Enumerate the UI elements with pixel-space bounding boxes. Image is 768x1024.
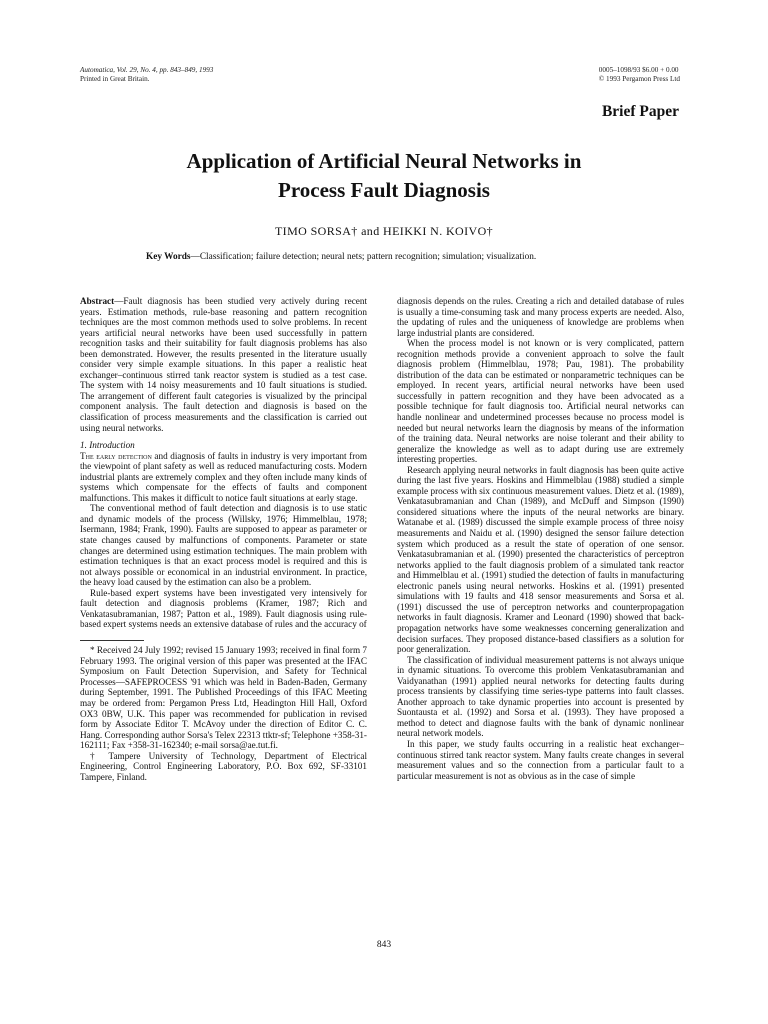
keywords <box>146 252 616 263</box>
right-paragraph-4: The classification of individual measurement patterns is not always unique in dynamic situations. To overcome this problem Venkatasubramanian and Vaidyanathan (1991) applied neural networks for detecting faults during process transients by classifying time series-type patterns into fault classes. Another approach to take dynamic properties into account is presented by Suontausta et al. (1992) and Sorsa et al. (1993). They have proposed a method to detect and diagnose faults with the bank of dynamic nonlinear neural network models. <box>397 654 684 739</box>
intro-lead: The early detection <box>80 450 152 461</box>
right-paragraph-3: Research applying neural networks in fault diagnosis has been quite active during the last five years. Hoskins and Himmelblau (1988) studied a simple example process with six continuous measurement values. Dietz et al. (1989), Venkatasubramanian and Chan (1989), and McDuff and Simpson (1990) considered situations where the inputs of the neural networks are binary. Watanabe et al. (1989) discussed the simple example process of three noisy measurements and Naidu et al. (1990) designed the sensor failure detection system which produced as a result the state of operation of one sensor. Venkatasubramanian et al. (1990) presented the characteristics of perceptron networks applied to the fault diagnosis problem of a simulated tank reactor and Himmelblau et al. (1991) studied the detection of faults in manufacturing electronic panels using neural networks. Hoskins et al. (1991) presented simulations with 19 faults and 418 sensor measurements and Sorsa et al. (1991) discussed the use of perceptron networks and counterpropagation networks in fault diagnosis. Kramer and Leonard (1990) showed that back-propagation networks have some weaknesses concerning generalization and decision surfaces. They proposed distance-based classifiers as a solution for poor generalization. <box>397 464 684 655</box>
right-paragraph-2: When the process model is not known or is very complicated, pattern recognition methods provide a convenient approach to solve the fault diagnosis problem (Himmelblau, 1978; Pau, 1981). The probability distribution of the data can be estimated or nonparametric techniques can be employed. In recent years, artificial neural networks have been used successfully in pattern recognition and they have been advocated as a possible technique for fault diagnosis too. Artificial neural networks can handle nonlinear and undetermined processes because no process model is needed but neural networks learn the diagnosis by means of the information of the training data. Neural networks are noise tolerant and their ability to generalize the knowledge as well as to adapt during use are extremely interesting properties. <box>397 338 684 465</box>
journal-citation <box>80 66 213 84</box>
price-line: 0005–1098/93 $6.00 + 0.00 <box>598 66 679 74</box>
abstract <box>80 296 367 433</box>
intro-paragraph-1 <box>80 451 367 504</box>
title-line-2: Process Fault Diagnosis <box>278 178 490 202</box>
keywords-text: —Classification; failure detection; neural nets; pattern recognition; simulation; visualization. <box>190 252 537 262</box>
copyright-line: © 1993 Pergamon Press Ltd <box>598 75 680 83</box>
footnote-divider <box>80 640 144 641</box>
abstract-text: —Fault diagnosis has been studied very actively during recent years. Estimation methods, rule-base reasoning and pattern recognition techniques are the most common methods used to solve problems. In recent years artificial neural networks have been used successfully in pattern recognition tasks and their suitability for fault diagnosis problems has also been demonstrated. However, the results presented in the literature usually consider very simple example situations. In this paper a realistic heat exchanger–continuous stirred tank reactor system is studied as a test case. The system with 14 noisy measurements and 10 fault situations is studied. The arrangement of different fault categories is visualized by the principal component analysis. The fault detection and diagnosis is based on the classification of process measurements and the classification is carried out using neural networks. <box>80 296 367 433</box>
page-number: 843 <box>376 940 392 950</box>
section-label: Brief Paper <box>601 103 679 120</box>
right-column <box>397 296 684 781</box>
left-column <box>80 296 367 783</box>
right-paragraph-1: diagnosis depends on the rules. Creating a rich and detailed database of rules is usually a time-consuming task and many process experts are needed. Also, the updating of rules and the uniqueness of knowledge are problems when large industrial plants are considered. <box>397 296 684 338</box>
journal-line: Automatica, Vol. 29, No. 4, pp. 843–849, 1993 <box>80 66 214 74</box>
intro-paragraph-2: The conventional method of fault detection and diagnosis is to use static and dynamic models of the process (Willsky, 1976; Himmelblau, 1978; Isermann, 1984; Frank, 1990). Faults are supposed to appear as parameter or state changes caused by malfunctions of components. Parameter or state changes are determined using estimation techniques. The main problem with estimation techniques is that an exact process model is required and this is not always possible or economical in an industrial environment. In practice, the heavy load caused by the estimation can also be a problem. <box>80 503 367 588</box>
intro-heading: 1. Introduction <box>80 440 135 451</box>
keywords-label: Key Words <box>146 252 191 262</box>
title-line-1: Application of Artificial Neural Networks in <box>186 149 582 173</box>
footnote-received: * Received 24 July 1992; revised 15 January 1993; received in final form 7 February 1993. The original version of this paper was presented at the IFAC Symposium on Fault Detection Supervision, and Safety for Technical Processes—SAFEPROCESS '91 which was held in Baden-Baden, Germany during September, 1991. The Published Proceedings of this IFAC Meeting may be ordered from: Pergamon Press Ltd, Headington Hill Hall, Oxford OX3 0BW, U.K. This paper was recommended for publication in revised form by Associate Editor T. McAvoy under the direction of Editor C. C. Hang. Corresponding author Sorsa's Telex 22313 ttktr-sf; Telephone +358-31-162111; Fax +358-31-162340; e-mail sorsa@ae.tut.fi. <box>80 644 367 751</box>
paper-title <box>60 147 708 205</box>
abstract-label: Abstract <box>80 296 115 306</box>
footnote-affiliation: † Tampere University of Technology, Department of Electrical Engineering, Control Engineering Laboratory, P.O. Box 692, SF-33101 Tampere, Finland. <box>80 750 367 783</box>
intro-paragraph-3: Rule-based expert systems have been investigated very intensively for fault detection and diagnosis problems (Kramer, 1987; Rich and Venkatasubramanian, 1987; Patton et al., 1989). Fault diagnosis using rule-based expert systems needs an extensive database of rules and the accuracy of <box>80 587 367 630</box>
intro-p1-text: and diagnosis of faults in industry is very important from the viewpoint of plant safety as well as reduced manufacturing costs. Modern industrial plants are extremely complex and they often include many kinds of systems which compensate for the effects of faults and component malfunctions. This makes it difficult to notice fault situations at early stage. <box>80 450 367 503</box>
price-copyright <box>599 66 680 84</box>
right-paragraph-5: In this paper, we study faults occurring in a realistic heat exchanger–continuous stirred tank reactor system. Many faults create changes in several measurement values and so the connection from a particular fault to a particular measurement is not as obvious as in the case of simple <box>397 738 684 781</box>
printed-line: Printed in Great Britain. <box>80 75 150 83</box>
authors: TIMO SORSA† and HEIKKI N. KOIVO† <box>274 224 494 238</box>
